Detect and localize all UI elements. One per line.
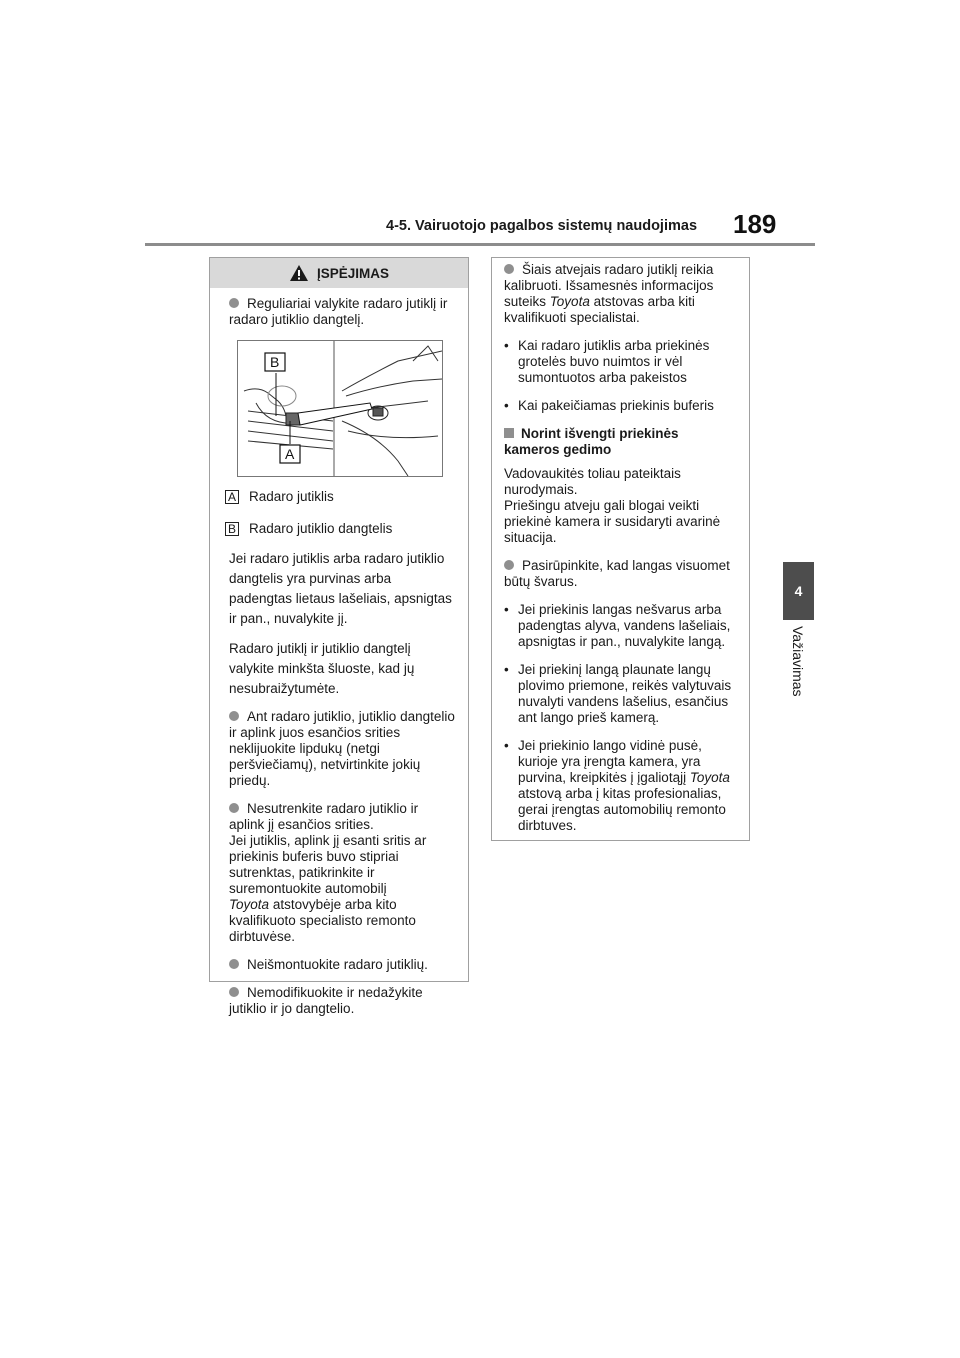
brand-name: Toyota [229,897,270,912]
bullet-dot-icon [504,560,514,570]
warning-bullet-impact: Nesutrenkite radaro jutiklio ir aplink jį esančios srities. Jei jutiklis, aplink jį esanti sritis ar priekinis buferis buvo stipriai sutrenktas, patikrinkite ir suremontuokite automobilį Toyota atstovybėje arba kito kvalifikuoto specialisto remonto dirbtuvėse. [229,801,427,944]
warning-bullet-stickers: Ant radaro jutiklio, jutiklio dangtelio ir aplink juos esančios srities neklijuokite lipdukų (netgi peršviečiamų), netvirtinkite jokių priedų. [229,709,455,788]
camera-heading: Norint išvengti priekinės kameros gedimo [504,426,679,457]
radar-sensor-figure [237,340,443,477]
bullet-dot-icon [504,264,514,274]
camera-case-inside: • Jei priekinio lango vidinė pusė, kurioje yra įrengta kamera, yra purvina, kreipkitės į įgaliotąjį Toyota atstovą arba į kitas profesionalias, gerai įrengtas automobilių remonto dirbtuves. [504,738,730,833]
page-number: 189 [733,209,777,239]
figure-label-b: B [270,354,280,370]
bullet-dot-icon [229,298,239,308]
legend-letter-b: B [225,522,239,536]
warning-paragraph-2: Radaro jutiklį ir jutiklio dangtelį valykite minkšta šluoste, kad jų nesubraižytumėte. [229,641,415,696]
calibration-case-grille: • Kai radaro jutiklis arba priekinės grotelės buvo nuimtos ir vėl sumontuotos arba pakeistos [504,338,710,385]
warning-bullet-clean: Reguliariai valykite radaro jutiklį ir radaro jutiklio dangtelį. [229,296,448,327]
calibration-bullet: Šiais atvejais radaro jutiklį reikia kalibruoti. Išsamesnės informacijos suteiks Toyota atstovas arba kiti kvalifikuoti specialistai. [504,262,714,325]
legend-text-b: Radaro jutiklio dangtelis [249,521,393,536]
header-rule [145,243,815,246]
bullet-dot-icon [229,803,239,813]
calibration-case-bumper: • Kai pakeičiamas priekinis buferis [504,398,714,413]
warning-paragraph-1: Jei radaro jutiklis arba radaro jutiklio dangtelis yra purvinas arba padengtas lietaus lašeliais, apsnigtas ir pan., nuvalykite jį. [229,551,452,626]
legend-item-b [225,521,456,537]
warning-icon [289,264,309,282]
legend-text-a: Radaro jutiklis [249,489,334,504]
brand-name: Toyota [689,770,730,785]
warning-bullet-disassemble: Neišmontuokite radaro jutiklių. [229,957,456,973]
figure-label-a: A [285,446,295,462]
warning-box [209,257,469,1016]
square-bullet-icon [504,428,514,438]
chapter-tab-name: Važiavimas [790,626,806,697]
bullet-dot-icon [229,959,239,969]
legend-item-a [225,489,456,505]
warning-bullet-modify: Nemodifikuokite ir nedažykite jutiklio ir jo dangtelio. [229,985,423,1016]
calibration-box [491,257,750,841]
camera-case-washer: • Jei priekinį langą plaunate langų plovimo priemone, reikės valytuvais nuvalyti vandens lašelius, esančius ant lango prieš kamerą. [504,662,732,725]
bullet-dot-icon [229,711,239,721]
warning-header [210,258,468,288]
chapter-tab-number: 4 [783,562,814,620]
camera-case-dirty: • Jei priekinis langas nešvarus arba padengtas alyva, vandens lašeliais, apsnigtas ir pan., nuvalykite langą. [504,602,731,649]
camera-bullet-clean: Pasirūpinkite, kad langas visuomet būtų švarus. [504,558,730,589]
brand-name: Toyota [549,294,590,309]
legend-letter-a: A [225,490,239,504]
car-front-illustration [238,341,442,476]
camera-intro: Vadovaukitės toliau pateiktais nurodymais. Priešingu atveju gali blogai veikti priekinė kamera ir susidaryti avarinė situacija. [504,466,721,545]
section-title: 4-5. Vairuotojo pagalbos sistemų naudojimas [386,218,698,234]
warning-title: ĮSPĖJIMAS [316,265,390,281]
bullet-dot-icon [229,987,239,997]
